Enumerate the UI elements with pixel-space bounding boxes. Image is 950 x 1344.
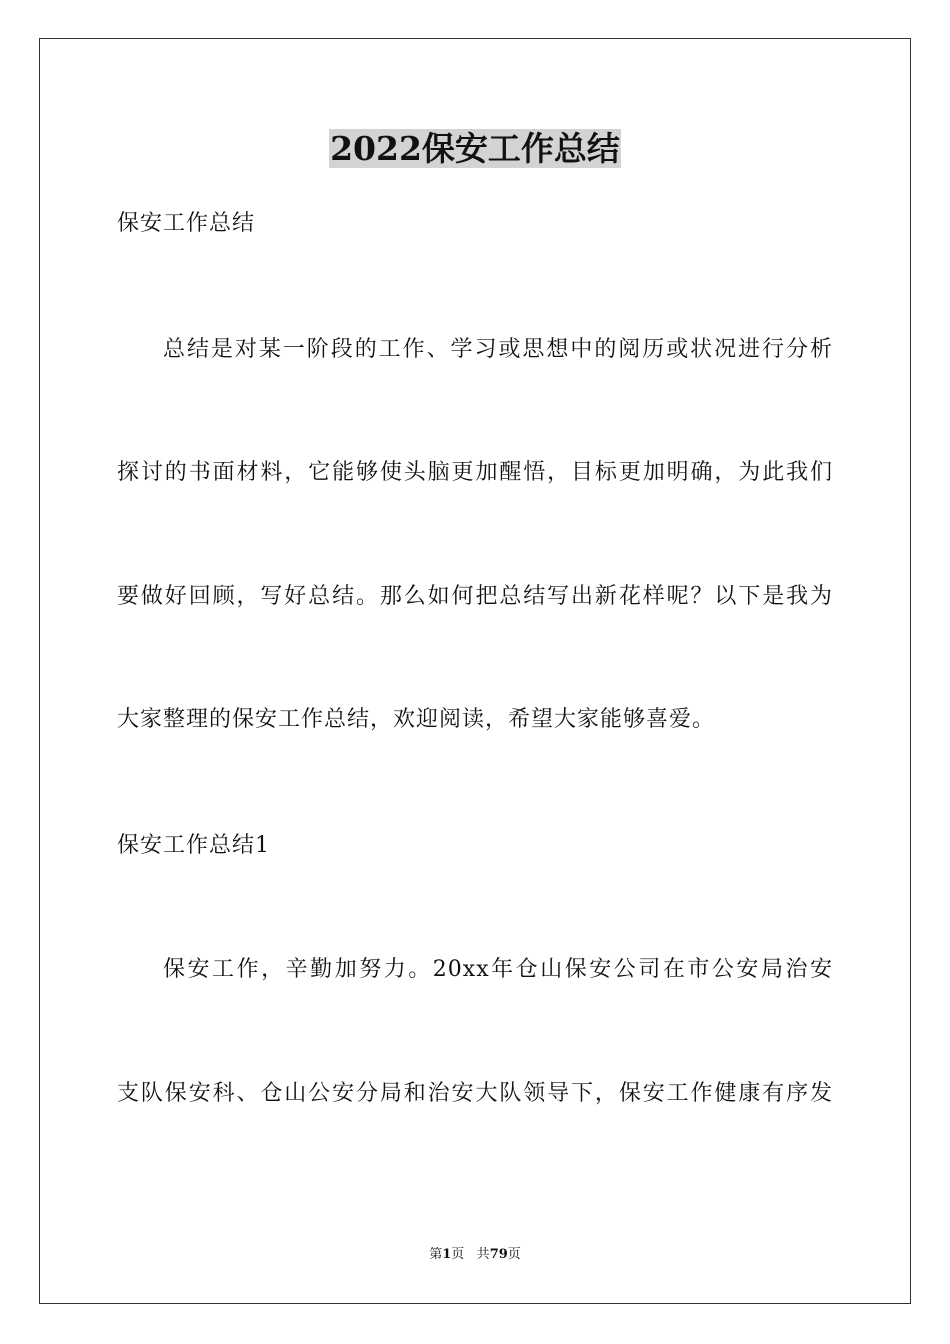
footer-page-suffix: 页 (451, 1247, 465, 1262)
footer-total-suffix: 页 (507, 1247, 521, 1262)
footer-page-prefix: 第 (429, 1247, 443, 1262)
footer-total-prefix: 共 (476, 1247, 490, 1262)
page-footer (0, 1246, 950, 1264)
footer-page-number: 1 (442, 1247, 452, 1262)
document-title (0, 127, 950, 171)
section-heading: 保安工作总结 (117, 211, 256, 236)
body-line-1: 保安工作，辛勤加努力。20xx年仓山保安公司在市公安局治安 (163, 957, 833, 982)
body-line-2: 支队保安科、仓山公安分局和治安大队领导下，保安工作健康有序发 (117, 1081, 833, 1106)
intro-line-1: 总结是对某一阶段的工作、学习或思想中的阅历或状况进行分析 (163, 337, 833, 362)
footer-total-pages: 79 (489, 1247, 508, 1262)
subsection-heading: 保安工作总结1 (117, 833, 270, 858)
intro-line-2: 探讨的书面材料，它能够使头脑更加醒悟，目标更加明确，为此我们 (117, 460, 833, 485)
intro-line-4: 大家整理的保安工作总结，欢迎阅读，希望大家能够喜爱。 (117, 707, 716, 732)
document-title-text: 2022保安工作总结 (330, 129, 620, 168)
intro-line-3: 要做好回顾，写好总结。那么如何把总结写出新花样呢？以下是我为 (117, 584, 833, 609)
